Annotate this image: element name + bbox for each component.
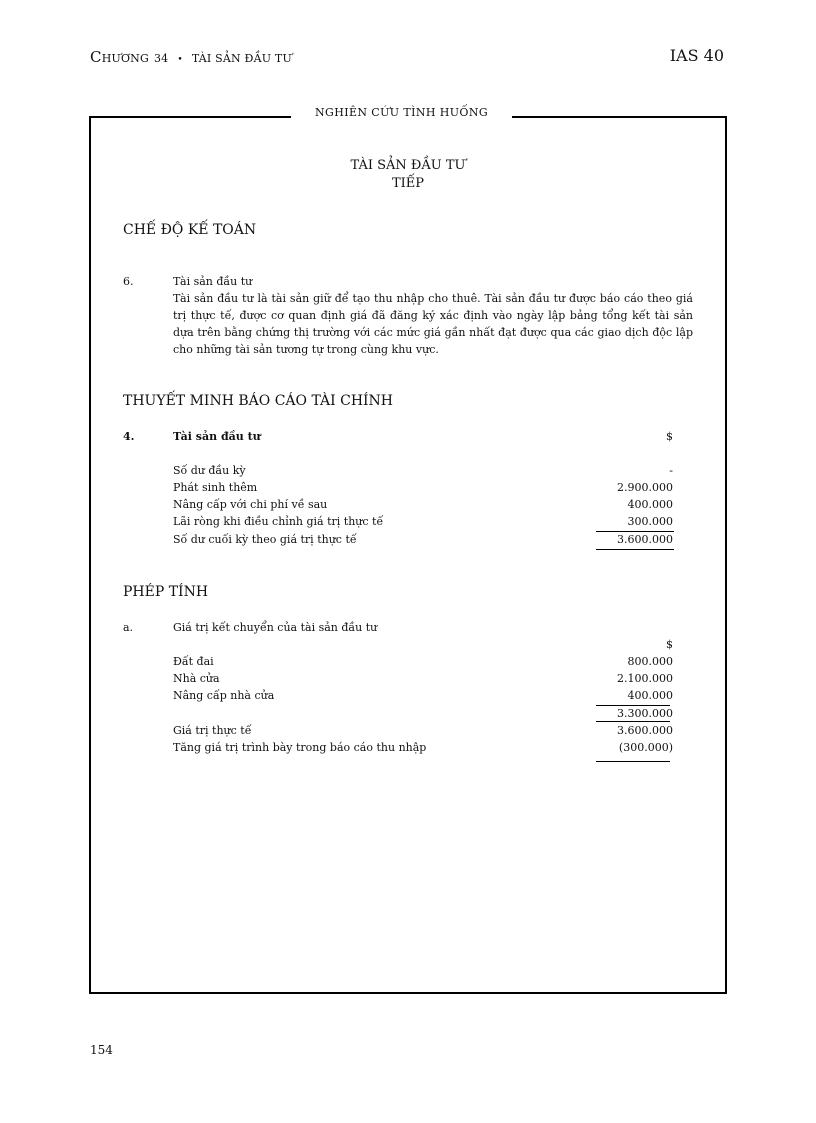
case-title: TÀI SẢN ĐẦU TƯ <box>350 158 466 173</box>
row-label: Tăng giá trị trình bày trong báo cáo thu nhập <box>173 741 427 754</box>
row-value: 2.900.000 <box>617 481 673 494</box>
subtotal-rule <box>596 705 670 706</box>
case-study-label: NGHIÊN CỨU TÌNH HUỐNG <box>291 106 512 119</box>
standard-label: IAS 40 <box>669 46 724 65</box>
row-label: Nâng cấp nhà cửa <box>173 689 275 702</box>
row-value: 3.600.000 <box>617 533 673 546</box>
row-label: Giá trị thực tế <box>173 724 252 737</box>
calc-currency: $ <box>666 638 673 651</box>
policy-item-number: 6. <box>123 275 134 288</box>
note-item-number: 4. <box>123 430 135 443</box>
row-value: 3.600.000 <box>617 724 673 737</box>
total-rule <box>596 549 674 550</box>
total-rule <box>596 761 670 762</box>
chapter-word: HƯƠNG <box>101 52 149 65</box>
row-label: Phát sinh thêm <box>173 481 258 494</box>
subtotal-rule <box>596 531 674 532</box>
row-value: 400.000 <box>627 689 673 702</box>
row-value: 800.000 <box>627 655 673 668</box>
row-value: 3.300.000 <box>617 707 673 720</box>
note-currency: $ <box>666 430 673 443</box>
calc-item-number: a. <box>123 621 134 634</box>
row-label: Số dư cuối kỳ theo giá trị thực tế <box>173 533 357 546</box>
case-title-continued: TIẾP <box>391 176 425 191</box>
case-study-frame <box>89 106 727 994</box>
row-value: 400.000 <box>627 498 673 511</box>
row-value: 300.000 <box>627 515 673 528</box>
row-label: Nâng cấp với chi phí về sau <box>173 498 328 511</box>
row-label: Nhà cửa <box>173 672 220 685</box>
chapter-number: 34 <box>153 52 169 65</box>
policy-paragraph: Tài sản đầu tư là tài sản giữ để tạo thu nhập cho thuê. Tài sản đầu tư được báo cáo theo giá trị thực tế, được cơ quan định giá đã đăng ký xác định vào ngày lập bảng tổng kết tài sản dựa trên bằng chứng thị trường với các mức giá gần nhất đạt được qua các giao dịch độc lập cho những tài sản tương tự trong cùng khu vực. <box>173 292 693 356</box>
row-label: Lãi ròng khi điều chỉnh giá trị thực tế <box>173 515 384 528</box>
row-label: Số dư đầu kỳ <box>173 464 246 477</box>
note-item-heading: Tài sản đầu tư <box>173 430 261 443</box>
notes-heading: THUYẾT MINH BÁO CÁO TÀI CHÍNH <box>123 393 394 409</box>
chapter-topic: TÀI SẢN ĐẦU TƯ <box>191 52 292 65</box>
row-value: - <box>669 464 673 477</box>
page-number: 154 <box>90 1043 113 1057</box>
row-value: 2.100.000 <box>617 672 673 685</box>
header-separator: • <box>177 55 183 65</box>
calculation-heading: PHÉP TÍNH <box>123 584 209 600</box>
row-label: Đất đai <box>173 655 214 668</box>
calc-item-heading: Giá trị kết chuyển của tài sản đầu tư <box>173 621 378 634</box>
running-header-chapter <box>90 48 292 66</box>
policy-item-heading: Tài sản đầu tư <box>173 275 253 288</box>
accounting-policy-heading: CHẾ ĐỘ KẾ TOÁN <box>123 222 257 238</box>
chapter-cap: C <box>90 48 102 66</box>
row-value: (300.000) <box>618 741 673 754</box>
subtotal-rule <box>596 721 670 722</box>
